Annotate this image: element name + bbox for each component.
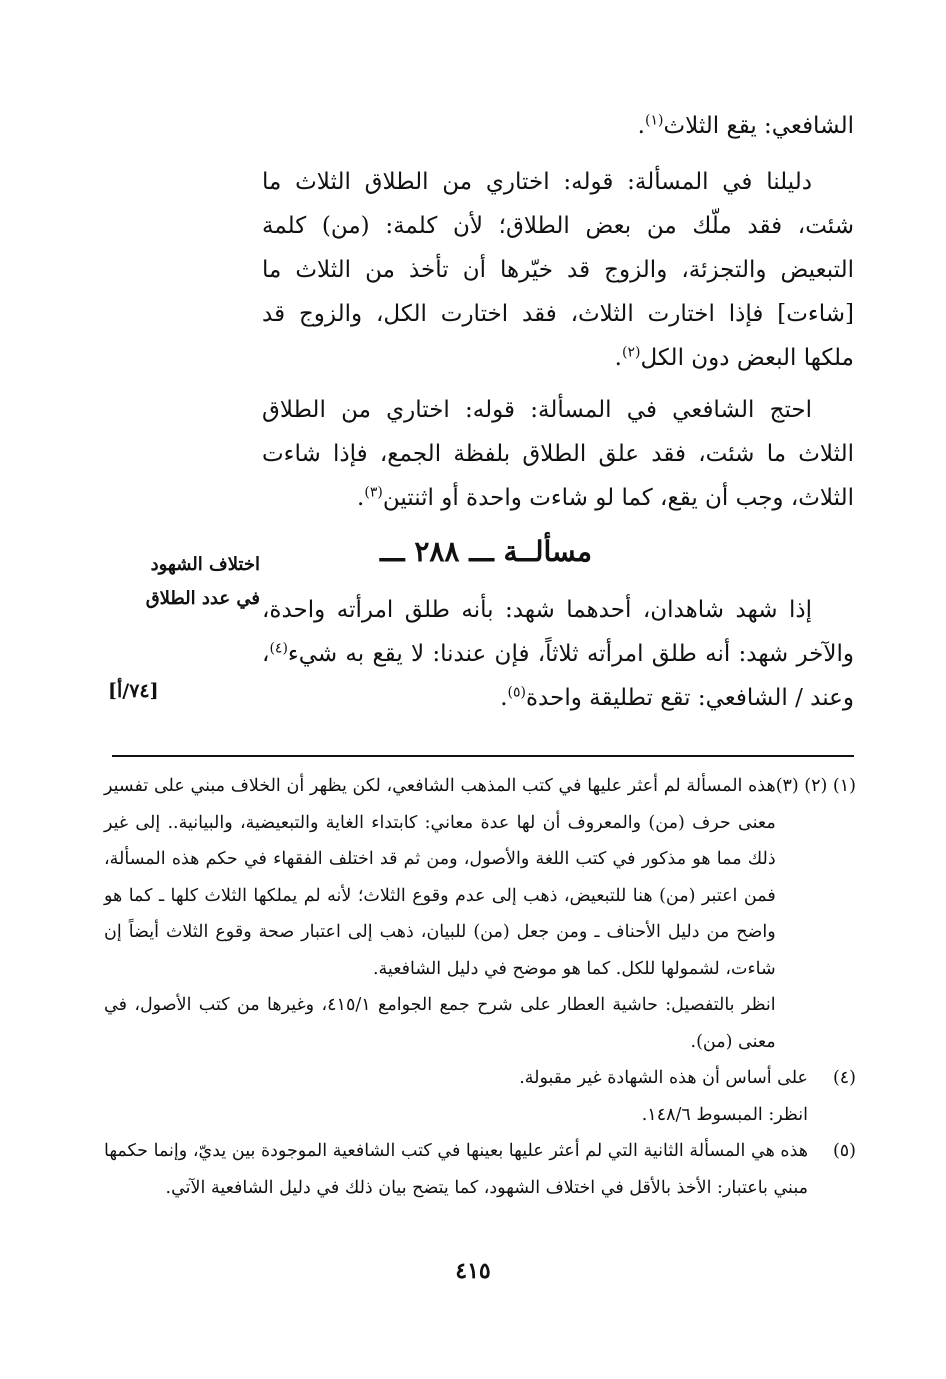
intro-end: . (637, 113, 645, 139)
evidence-paragraph (262, 160, 854, 380)
intro-line (262, 104, 854, 148)
footnote-paragraph: انظر بالتفصيل: حاشية العطار على شرح جمع الجوامع ٤١٥/١، وغيرها من كتب الأصول، في معنى (من). (104, 995, 776, 1052)
shafii-argument-text: احتج الشافعي في المسألة: قوله: اختاري من الطلاق الثلاث ما شئت، فقد علق الطلاق بلفظة الجمع، فإذا شاءت الثلاث، وجب أن يقع، كما لو شاءت واحدة أو اثنتين (262, 397, 854, 511)
margin-note (100, 548, 260, 616)
intro-text: الشافعي: يقع الثلاث (663, 113, 854, 139)
footnote-body (104, 1060, 808, 1133)
footnote-paragraph: على أساس أن هذه الشهادة غير مقبولة. (519, 1068, 808, 1088)
witnesses-text-2: ، وعند / الشافعي: تقع تطليقة واحدة (262, 641, 854, 711)
evidence-end: . (614, 345, 622, 371)
footnote-4 (104, 1060, 856, 1133)
footnotes (104, 768, 856, 1206)
witnesses-text: إذا شهد شاهدان، أحدهما شهد: بأنه طلق امرأته واحدة، والآخر شهد: أنه طلق امرأته ثلاثاً، فإن عندنا: لا يقع به شيء (262, 597, 854, 667)
footnote-number: (٥) (832, 1141, 856, 1161)
witnesses-end: . (500, 685, 508, 711)
footnote-ref-5[interactable]: (٥) (507, 684, 526, 701)
footnote-5 (104, 1133, 856, 1206)
margin-note-line-1: اختلاف الشهود (150, 554, 260, 575)
witnesses-paragraph (262, 588, 854, 720)
issue-heading: مسألــة ـــ ٢٨٨ ـــ (379, 535, 593, 568)
footnote-paragraph: هذه المسألة لم أعثر عليها في كتب المذهب الشافعي، لكن يظهر أن الخلاف مبني على تفسير معنى حرف (من) والمعروف أن لها عدة معاني: كابتداء الغاية والتبعيضية، والبيانية.. إلى غير ذلك مما هو مذكور في كتب اللغة والأصول، ومن ثم قد اختلف الفقهاء في حكم هذه المسألة، فمن اعتبر (من) هنا للتبعيض، ذهب إلى عدم وقوع الثلاث؛ لأنه لم يملكها الثلاث كلها ـ كما هو واضح من دليل الأحناف ـ ومن جعل (من) للبيان، ذهب إلى اعتبار صحة وقوع الثلاث أيضاً إن شاءت، لشمولها للكل. كما هو موضح في دليل الشافعية. (104, 776, 776, 979)
footnote-ref-3[interactable]: (٣) (364, 484, 383, 501)
footnote-ref-2[interactable]: (٢) (621, 344, 641, 361)
footnote-body (104, 768, 776, 1060)
footnote-number: (١) (٢) (٣) (775, 776, 856, 796)
footnote-ref-4[interactable]: (٤) (269, 640, 288, 657)
footnote-ref-1[interactable]: (١) (644, 112, 664, 129)
shafii-argument-end: . (357, 485, 365, 511)
footnote-body (104, 1133, 808, 1206)
page-number: ٤١٥ (455, 1258, 491, 1284)
margin-note-line-2: في عدد الطلاق (145, 588, 260, 609)
footnote-number: (٤) (832, 1068, 856, 1088)
footnote-paragraph: هذه هي المسألة الثانية التي لم أعثر عليها بعينها في كتب الشافعية الموجودة بين يديّ، وإنما حكمها مبني باعتبار: الأخذ بالأقل في اختلاف الشهود، كما يتضح بيان ذلك في دليل الشافعية الآتي. (104, 1141, 808, 1198)
shafii-argument-paragraph (262, 388, 854, 520)
manuscript-folio-marker: [٧٤/أ] (108, 680, 159, 702)
footnote-1-3 (104, 768, 856, 1060)
footnote-paragraph: انظر: المبسوط ١٤٨/٦. (641, 1104, 808, 1125)
footnote-divider (112, 755, 854, 757)
evidence-text: دليلنا في المسألة: قوله: اختاري من الطلاق الثلاث ما شئت، فقد ملّك من بعض الطلاق؛ لأن كلمة: (من) كلمة التبعيض والتجزئة، والزوج قد خيّرها أن تأخذ من الثلاث ما [شاءت] فإذا اختارت الثلاث، فقد اختارت الكل، والزوج قد ملكها البعض دون الكل (262, 169, 854, 371)
